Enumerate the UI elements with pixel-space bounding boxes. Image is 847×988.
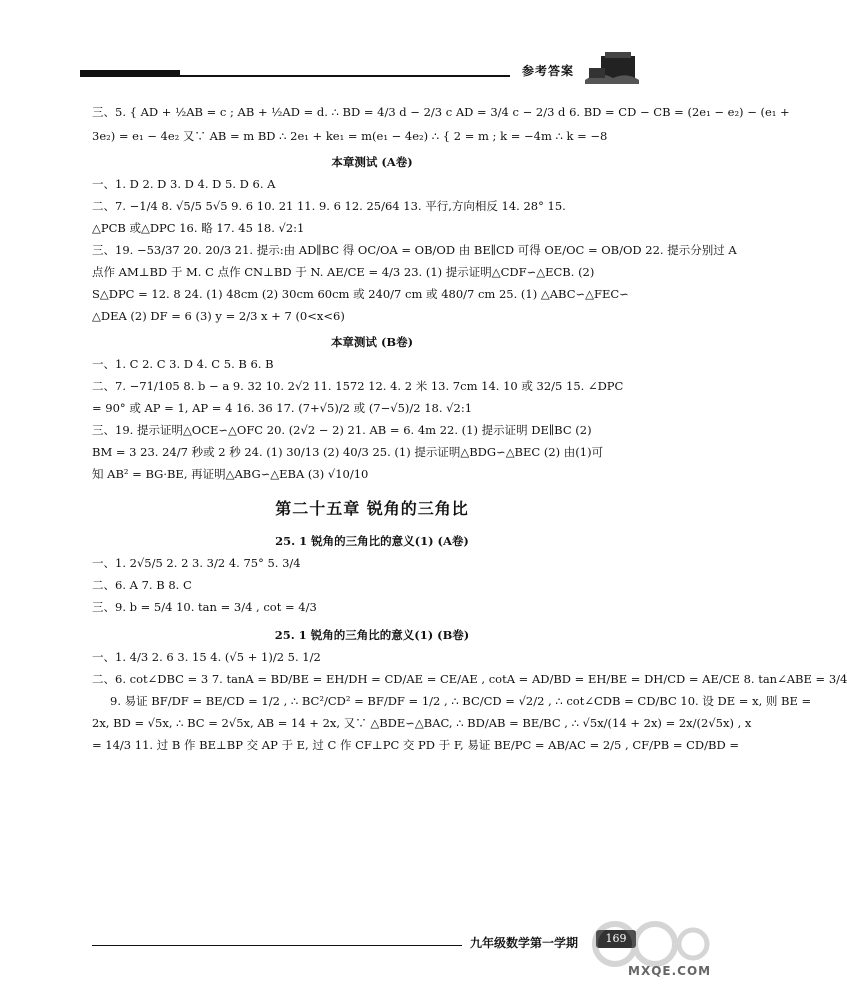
answer-line: 三、19. −53/37 20. 20/3 21. 提示:由 AD∥BC 得 OC/OA = OB/OD 由 BE∥CD 可得 OE/OC = OB/OD 22. 提示分别过 A bbox=[92, 243, 737, 257]
answer-line: 知 AB² = BG·BE, 再证明△ABG∽△EBA (3) √10/10 bbox=[92, 467, 369, 481]
page-number: 169 bbox=[596, 930, 636, 948]
section-heading: 25. 1 锐角的三角比的意义(1) (A卷) bbox=[275, 534, 469, 548]
answer-line: 9. 易证 BF/DF = BE/CD = 1/2 , ∴ BC²/CD² = BF/DF = 1/2 , ∴ BC/CD = √2/2 , ∴ cot∠CDB = CD/BC 10. 设 DE = x, 则 BE = bbox=[110, 694, 812, 708]
answer-line: 二、6. cot∠DBC = 3 7. tanA = BD/BE = EH/DH = CD/AE = CE/AE , cotA = AD/BD = EH/BE = DH/CD = AE/CE 8. tan∠ABE = 3/4 bbox=[92, 672, 847, 686]
answer-line: 三、19. 提示证明△OCE∽△OFC 20. (2√2 − 2) 21. AB = 6. 4m 22. (1) 提示证明 DE∥BC (2) bbox=[92, 423, 592, 437]
answer-line: 三、9. b = 5/4 10. tan = 3/4 , cot = 4/3 bbox=[92, 600, 317, 614]
section-heading: 本章测试 (A卷) bbox=[331, 155, 413, 169]
footer-title: 九年级数学第一学期 bbox=[470, 936, 579, 950]
books-logo-icon bbox=[583, 50, 641, 86]
answer-line: △PCB 或△DPC 16. 略 17. 45 18. √2:1 bbox=[92, 221, 305, 235]
answer-line: 一、1. 2√5/5 2. 2 3. 3/2 4. 75° 5. 3/4 bbox=[92, 556, 301, 570]
header-rule bbox=[180, 75, 510, 77]
header-rule-thick bbox=[80, 70, 180, 77]
answer-line: BM = 3 23. 24/7 秒或 2 秒 24. (1) 30/13 (2) 40/3 25. (1) 提示证明△BDG∽△BEC (2) 由(1)可 bbox=[92, 445, 604, 459]
watermark-text: MXQE.COM bbox=[628, 964, 712, 978]
header-label: 参考答案 bbox=[522, 64, 575, 78]
answer-line: 一、1. C 2. C 3. D 4. C 5. B 6. B bbox=[92, 357, 274, 371]
footer-rule bbox=[92, 945, 462, 946]
answer-content bbox=[92, 104, 847, 753]
answer-line: 3e₂) = e₁ − 4e₂ 又∵ AB = m BD ∴ 2e₁ + ke₁ = m(e₁ − 4e₂) ∴ { 2 = m ; k = −4m ∴ k = −8 bbox=[92, 129, 608, 143]
answer-line: △DEA (2) DF = 6 (3) y = 2/3 x + 7 (0<x<6) bbox=[92, 309, 345, 323]
section-heading: 本章测试 (B卷) bbox=[330, 335, 414, 349]
answer-line: 三、5. { AD + ½AB = c ; AB + ½AD = d. ∴ BD = 4/3 d − 2/3 c AD = 3/4 c − 2/3 d 6. BD = CD − CB = (2e₁ − e₂) − (e₁ + bbox=[92, 105, 790, 119]
answer-line: 二、7. −71/105 8. b − a 9. 32 10. 2√2 11. 1572 12. 4. 2 米 13. 7cm 14. 10 或 32/5 15. ∠DPC bbox=[92, 379, 624, 393]
answer-line: 一、1. D 2. D 3. D 4. D 5. D 6. A bbox=[92, 177, 276, 191]
answer-line: 点作 AM⊥BD 于 M. C 点作 CN⊥BD 于 N. AE/CE = 4/3 23. (1) 提示证明△CDF∽△ECB. (2) bbox=[92, 265, 595, 279]
answer-line: S△DPC = 12. 8 24. (1) 48cm (2) 30cm 60cm 或 240/7 cm 或 480/7 cm 25. (1) △ABC∽△FEC∽ bbox=[92, 287, 629, 301]
answer-line: 2x, BD = √5x, ∴ BC = 2√5x, AB = 14 + 2x, 又∵ △BDE∽△BAC, ∴ BD/AB = BE/BC , ∴ √5x/(14 + 2x) = 2x/(2√5x) , x bbox=[92, 716, 752, 730]
answer-line: 二、6. A 7. B 8. C bbox=[92, 578, 192, 592]
section-heading: 25. 1 锐角的三角比的意义(1) (B卷) bbox=[274, 628, 470, 642]
answer-line: 二、7. −1/4 8. √5/5 5√5 9. 6 10. 21 11. 9. 6 12. 25/64 13. 平行,方向相反 14. 28° 15. bbox=[92, 199, 566, 213]
answer-line: = 90° 或 AP = 1, AP = 4 16. 36 17. (7+√5)/2 或 (7−√5)/2 18. √2:1 bbox=[92, 401, 473, 415]
answer-line: 一、1. 4/3 2. 6 3. 15 4. (√5 + 1)/2 5. 1/2 bbox=[92, 650, 321, 664]
answer-line: = 14/3 11. 过 B 作 BE⊥BP 交 AP 于 E, 过 C 作 CF⊥PC 交 PD 于 F, 易证 BE/PC = AB/AC = 2/5 , CF/PB = CD/BD = bbox=[92, 738, 739, 752]
chapter-title: 第二十五章 锐角的三角比 bbox=[275, 499, 469, 518]
